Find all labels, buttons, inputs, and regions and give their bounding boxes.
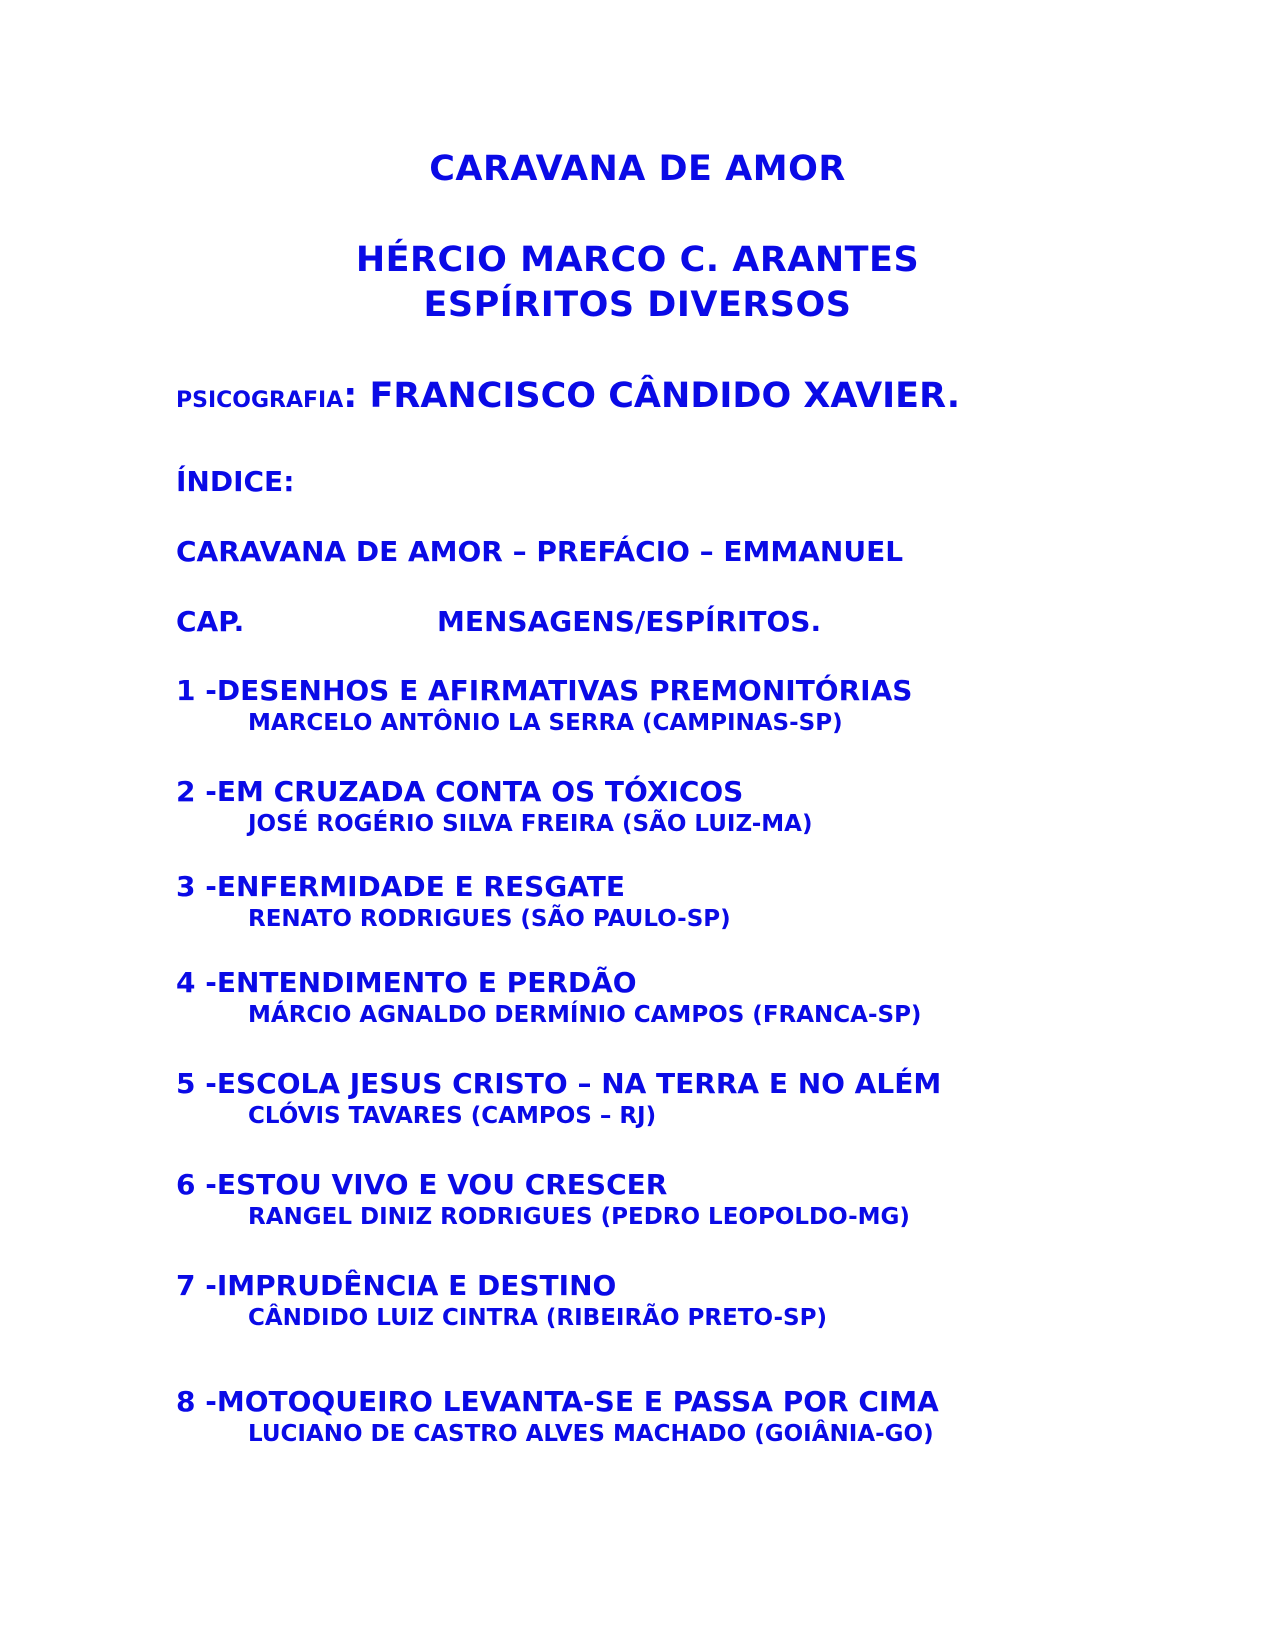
psicografia-label: PSICOGRAFIA — [176, 388, 344, 413]
authors-line-2: ESPÍRITOS DIVERSOS — [423, 285, 852, 325]
chapter-title: 1 -DESENHOS E AFIRMATIVAS PREMONITÓRIAS — [176, 674, 913, 707]
chapter-title: 2 -EM CRUZADA CONTA OS TÓXICOS — [176, 775, 744, 808]
chapter-author: MARCELO ANTÔNIO LA SERRA (CAMPINAS-SP) — [248, 710, 843, 736]
column-header-messages: MENSAGENS/ESPÍRITOS. — [437, 605, 822, 638]
index-heading: ÍNDICE: — [176, 465, 295, 498]
book-title: CARAVANA DE AMOR — [429, 149, 846, 189]
chapter-title: 7 -IMPRUDÊNCIA E DESTINO — [176, 1269, 617, 1302]
chapter-title: 5 -ESCOLA JESUS CRISTO – NA TERRA E NO ALÉM — [176, 1067, 942, 1100]
authors-line-1: HÉRCIO MARCO C. ARANTES — [355, 240, 920, 280]
preface-line: CARAVANA DE AMOR – PREFÁCIO – EMMANUEL — [176, 535, 904, 568]
psicografia-colon: : — [343, 376, 370, 416]
chapter-title: 8 -MOTOQUEIRO LEVANTA-SE E PASSA POR CIMA — [176, 1385, 939, 1418]
chapter-author: MÁRCIO AGNALDO DERMÍNIO CAMPOS (FRANCA-SP) — [248, 1002, 922, 1028]
chapter-author: CÂNDIDO LUIZ CINTRA (RIBEIRÃO PRETO-SP) — [248, 1305, 827, 1331]
chapter-author: RANGEL DINIZ RODRIGUES (PEDRO LEOPOLDO-MG) — [248, 1204, 910, 1230]
chapter-title: 6 -ESTOU VIVO E VOU CRESCER — [176, 1168, 668, 1201]
chapter-author: RENATO RODRIGUES (SÃO PAULO-SP) — [248, 906, 731, 932]
chapter-title: 4 -ENTENDIMENTO E PERDÃO — [176, 966, 637, 999]
psicografia-name: FRANCISCO CÂNDIDO XAVIER. — [369, 376, 960, 416]
chapter-title: 3 -ENFERMIDADE E RESGATE — [176, 870, 625, 903]
chapter-author: JOSÉ ROGÉRIO SILVA FREIRA (SÃO LUIZ-MA) — [248, 811, 813, 837]
psicografia-line — [176, 376, 960, 416]
column-header-cap: CAP. — [176, 605, 245, 638]
chapter-author: CLÓVIS TAVARES (CAMPOS – RJ) — [248, 1103, 657, 1129]
chapter-author: LUCIANO DE CASTRO ALVES MACHADO (GOIÂNIA-GO) — [248, 1421, 934, 1447]
